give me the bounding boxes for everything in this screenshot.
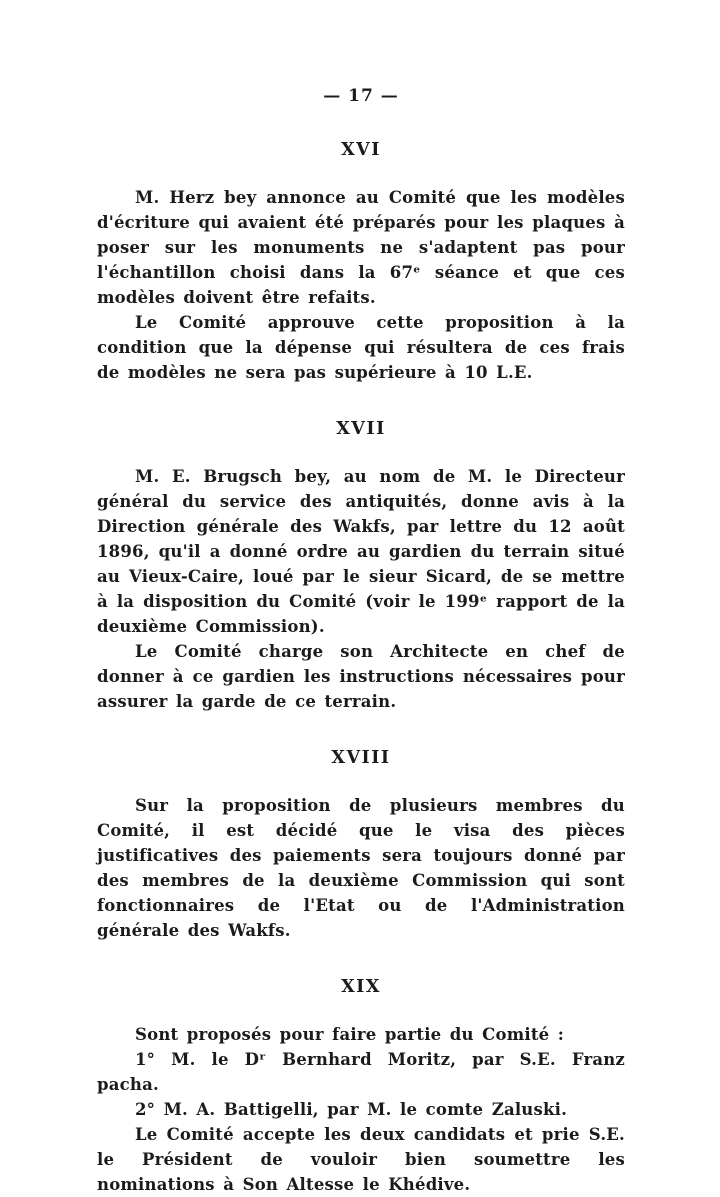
paragraph: M. Herz bey annonce au Comité que les modèles d'écriture qui avaient été préparés pour les plaques à poser sur les monuments ne s'adaptent pas pour l'échantillon choisi dans la 67ᵉ séance et que ces modèles doivent être refaits. [97,188,625,307]
section-xvi [97,140,625,385]
section-heading-xix: XIX [341,977,381,997]
page-number: — 17 — [323,86,399,106]
section-body [97,464,625,714]
section-xvii [97,419,625,714]
paragraph: Le Comité approuve cette proposition à la condition que la dépense qui résultera de ces frais de modèles ne sera pas supérieure à 10 L.E. [97,313,625,382]
section-heading-xvii: XVII [336,419,386,439]
paragraph: Le Comité accepte les deux candidats et prie S.E. le Président de vouloir bien soumettre les nominations à Son Altesse le Khédive. [97,1125,625,1194]
paragraph: Le Comité charge son Architecte en chef de donner à ce gardien les instructions nécessaires pour assurer la garde de ce terrain. [97,642,625,711]
section-body [97,185,625,385]
section-heading-xviii: XVIII [331,748,391,768]
paragraph: Sont proposés pour faire partie du Comité : [135,1025,565,1044]
section-body [97,1022,625,1197]
section-heading-xvi: XVI [341,140,381,160]
paragraph: Sur la proposition de plusieurs membres du Comité, il est décidé que le visa des pièces justificatives des paiements sera toujours donné par des membres de la deuxième Commission qui sont fonctionnaires de l'Etat ou de l'Administration générale des Wakfs. [97,796,625,940]
paragraph: M. E. Brugsch bey, au nom de M. le Directeur général du service des antiquités, donne avis à la Direction générale des Wakfs, par lettre du 12 août 1896, qu'il a donné ordre au gardien du terrain situé au Vieux-Caire, loué par le sieur Sicard, de se mettre à la disposition du Comité (voir le 199ᵉ rapport de la deuxième Commission). [97,467,625,636]
section-xix [97,977,625,1197]
paragraph: 1° M. le Dʳ Bernhard Moritz, par S.E. Franz pacha. [97,1050,625,1094]
section-body [97,793,625,943]
paragraph: 2° M. A. Battigelli, par M. le comte Zaluski. [135,1100,568,1119]
section-xviii [97,748,625,943]
